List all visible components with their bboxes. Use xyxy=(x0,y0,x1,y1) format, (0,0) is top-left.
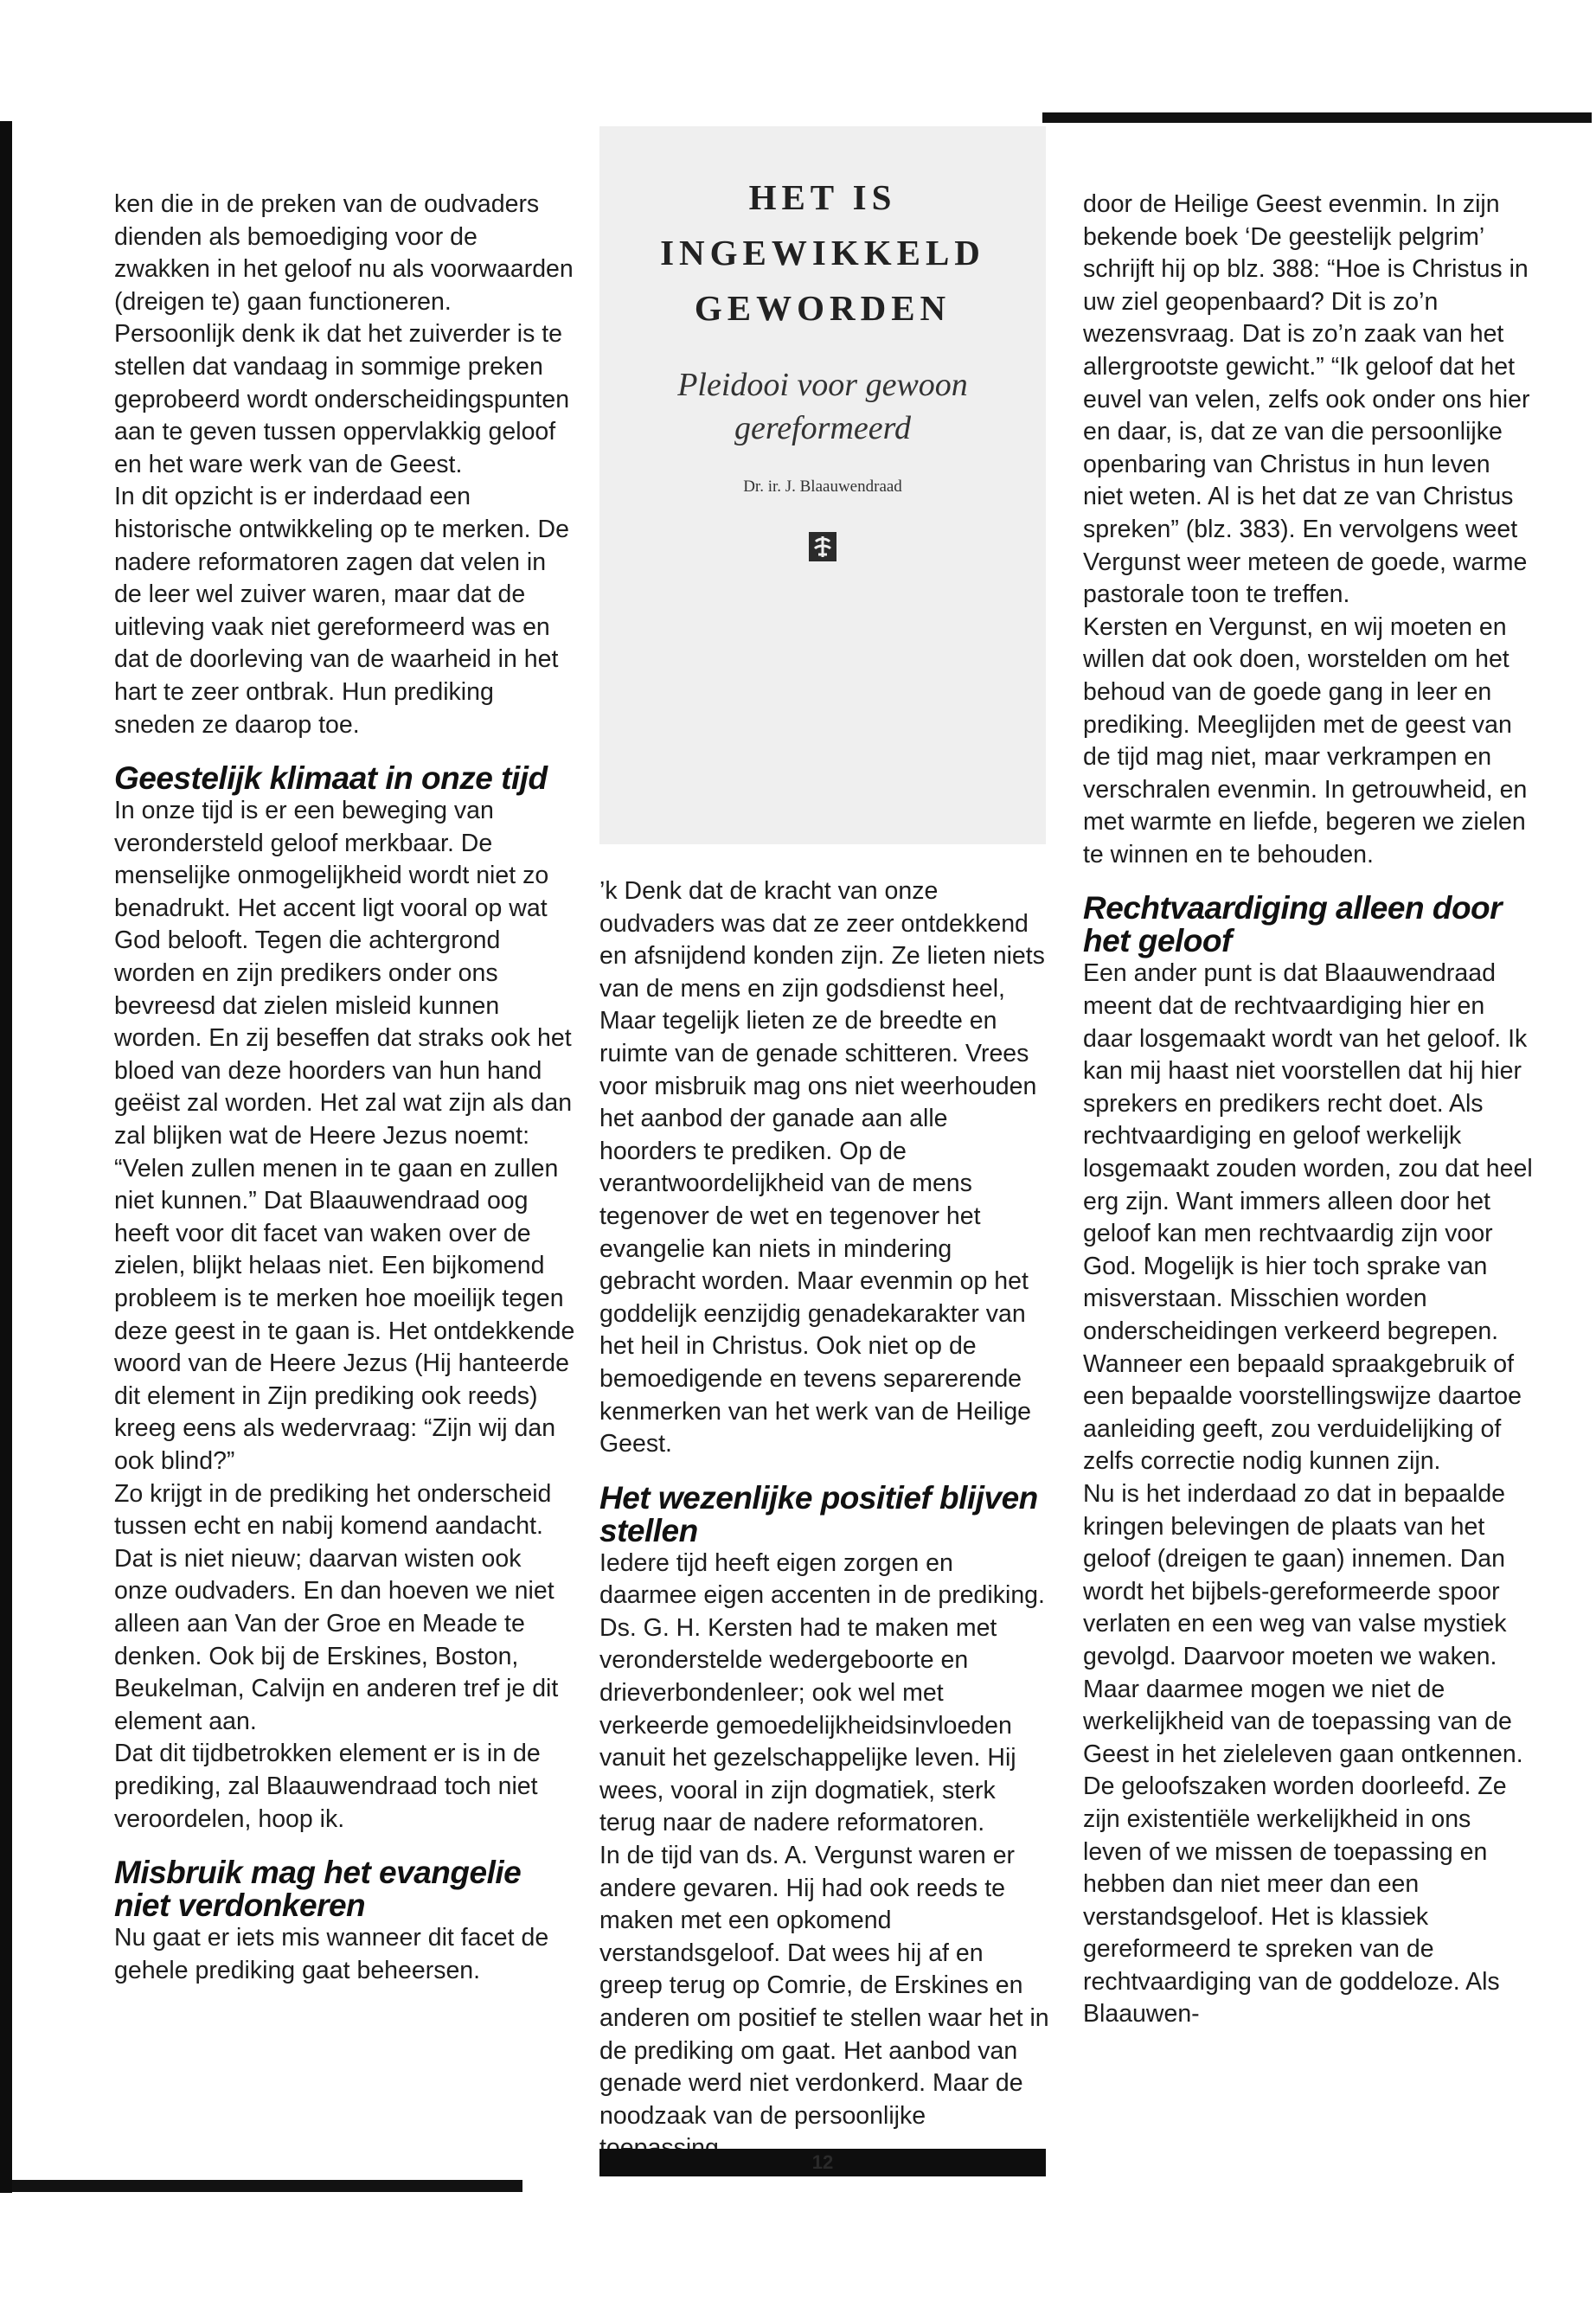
paragraph: ’k Denk dat de kracht van onze oudvaders was dat ze zeer ontdekkend en afsnijdend konden zijn. Ze lieten niets van de mens en zijn godsdienst heel, Maar tegelijk lieten ze de breedte en ruimte van de genade schitteren. Vrees voor misbruik mag ons niet weerhouden het aanbod der ganade aan alle hoorders te prediken. Op de verantwoordelijkheid van de mens tegenover de wet en tegenover het evangelie kan niets in mindering gebracht worden. Maar evenmin op het goddelijk eenzijdig genadekarakter van het heil in Christus. Ook niet op de bemoedigende en tevens separerende kenmerken van het werk van de Heilige Geest. xyxy=(599,877,1045,1458)
page-number: 12 xyxy=(811,2151,834,2173)
paragraph: In dit opzicht is er inderdaad een historische ontwikkeling op te merken. De nadere reformatoren zagen dat velen in de leer wel zuiver waren, maar dat de uitleving vaak niet gereformeerd was en dat de doorleving van de waarheid in het hart te zeer ontbrak. Hun prediking sneden ze daarop toe. xyxy=(114,483,569,739)
article-title xyxy=(599,170,1046,336)
paragraph: Een ander punt is dat Blaauwendraad meent dat de rechtvaardiging hier en daar losgemaakt wordt van het geloof. Ik kan mij haast niet voorstellen dat hij hier sprekers en predikers recht doet. Als rechtvaardiging en geloof werkelijk losgemaakt zouden worden, zou dat heel erg zijn. Want immers alleen door het geloof kan men rechtvaardig zijn voor God. Mogelijk is hier toch sprake van misverstaan. Misschien worden onderscheidingen verkeerd begrepen. Wanneer een bepaald spraakgebruik of een bepaalde voorstellingswijze daartoe aanleiding geeft, zou verduidelijking of zelfs correctie nodig kunnen zijn. xyxy=(1083,959,1533,1476)
article-title-box xyxy=(599,126,1046,844)
scan-edge-left xyxy=(0,121,12,2193)
article-author: Dr. ir. J. Blaauwendraad xyxy=(743,478,902,496)
ornament-icon xyxy=(808,531,837,562)
subheading-geestelijk-klimaat: Geestelijk klimaat in onze tijd xyxy=(114,760,548,797)
paragraph: In de tijd van ds. A. Vergunst waren er andere gevaren. Hij had ook reeds te maken met een opkomend verstandsgeloof. Dat wees hij af en greep terug op Comrie, de Erskines en anderen om positief te stellen waar het in de prediking om gaat. Het aanbod van genade werd niet verdonkerd. Maar de noodzaak van de persoonlijke xyxy=(599,1842,1049,2130)
paragraph: Nu gaat er iets mis wanneer dit facet de gehele prediking gaat beheersen. xyxy=(114,1924,549,1984)
column-1 xyxy=(114,189,577,1987)
paragraph: Iedere tijd heeft eigen zorgen en daarmee eigen accenten in de prediking. Ds. G. H. Kersten had te maken met veronderstelde wedergeboorte en drieverbondenleer; ook wel met verkeerde gemoedelijkheidsinvloeden vanuit het gezelschappelijke leven. Hij wees, vooral in zijn dogmatiek, sterk terug naar de nadere reformatoren. xyxy=(599,1548,1045,1837)
paragraph: Kersten en Vergunst, en wij moeten en willen dat ook doen, worstelden om het behoud van de goede gang in leer en prediking. Meeglijden met de geest van de tijd mag niet, maar verkrampen en verschralen evenmin. In getrouwheid, en met warmte en liefde, begeren we zielen te winnen en te behouden. xyxy=(1083,612,1528,868)
footer-bar xyxy=(599,2149,1046,2176)
paragraph: Dat dit tijdbetrokken element er is in de prediking, zal Blaauwendraad toch niet veroordelen, hoop ik. xyxy=(114,1740,541,1833)
paragraph: ken die in de preken van de oudvaders dienden als bemoediging voor de zwakken in het geloof nu als voorwaarden (dreigen te) gaan functioneren. Persoonlijk denk ik dat het zuiverder is te stellen dat vandaag in sommige preken geprobeerd wordt onderscheidingspunten aan te geven tussen oppervlakkig geloof en het ware werk van de Geest. xyxy=(114,190,574,478)
paragraph: door de Heilige Geest evenmin. In zijn bekende boek ‘De geestelijk pelgrim’ schrijft hij op blz. 388: “Hoe is Christus in uw ziel geopenbaard? Dit is zo’n wezensvraag. Dat is zo’n zaak van het allergrootste gewicht.” “Ik geloof dat het euvel van velen, zelfs ook onder ons hier en daar, is, dat ze van die persoonlijke openbaring van Christus in hun leven niet weten. Al is het dat ze van Christus spreken” (blz. 383). En vervolgens weet Vergunst weer meteen de goede, warme pastorale toon te treffen. xyxy=(1083,190,1530,609)
subtitle-line: Pleidooi voor gewoon xyxy=(677,367,968,403)
subheading-rechtvaardiging: Rechtvaardiging alleen door het geloof xyxy=(1083,890,1503,959)
subheading-het-wezenlijke: Het wezenlijke positief blijven stellen xyxy=(599,1479,1038,1548)
column-2 xyxy=(599,875,1049,2165)
subtitle-line: gereformeerd xyxy=(734,410,911,446)
paragraph: Zo krijgt in de prediking het onderscheid tussen echt en nabij komend aandacht. Dat is niet nieuw; daarvan wisten ook onze oudvaders. En dan hoeven we niet alleen aan Van der Groe en Meade te denken. Ook bij de Erskines, Boston, Beukelman, Calvijn en anderen tref je dit element aan. xyxy=(114,1479,559,1735)
subheading-misbruik: Misbruik mag het evangelie niet verdonkeren xyxy=(114,1855,522,1924)
bottom-rule xyxy=(12,2180,522,2192)
title-line: HET IS xyxy=(748,177,897,217)
paragraph: Nu is het inderdaad zo dat in bepaalde kringen belevingen de plaats van het geloof (dreigen te gaan) innemen. Dan wordt het bijbels-gereformeerde spoor verlaten en een weg van valse mystiek gevolgd. Daarvoor moeten we waken. Maar daarmee mogen we niet de werkelijkheid van de toepassing van de Geest in het zieleleven gaan ontkennen. De geloofszaken worden doorleefd. Ze zijn existentiële werkelijkheid in ons leven of we missen de toepassing en hebben dan niet meer dan een verstandsgeloof. Het is klassiek gereformeerd te spreken van de rechtvaardiging van de goddeloze. Als Blaauwen- xyxy=(1083,1479,1523,2029)
top-rule xyxy=(1042,112,1592,123)
title-line: INGEWIKKELD xyxy=(660,233,985,272)
column-3 xyxy=(1083,189,1533,2031)
article-subtitle xyxy=(599,363,1046,450)
paragraph: In onze tijd is er een beweging van verondersteld geloof merkbaar. De menselijke onmogelijkheid wordt niet zo benadrukt. Het accent ligt vooral op wat God belooft. Tegen die achtergrond worden en zijn predikers onder ons bevreesd dat zielen misleid kunnen worden. En zij beseffen dat straks ook het bloed van deze hoorders van hun hand geëist zal worden. Het zal wat zijn als dan zal blijken wat de Heere Jezus noemt: “Velen zullen menen in te gaan en zullen niet kunnen.” Dat Blaauwendraad oog heeft voor dit facet van waken over de zielen, blijkt helaas niet. Een bijkomend probleem is te merken hoe moeilijk tegen deze geest in te gaan is. Het ontdekkende woord van de Heere Jezus (Hij hanteerde dit element in Zijn prediking ook reeds) kreeg eens als wedervraag: “Zijn wij dan ook blind?” xyxy=(114,797,575,1475)
title-line: GEWORDEN xyxy=(694,288,952,328)
